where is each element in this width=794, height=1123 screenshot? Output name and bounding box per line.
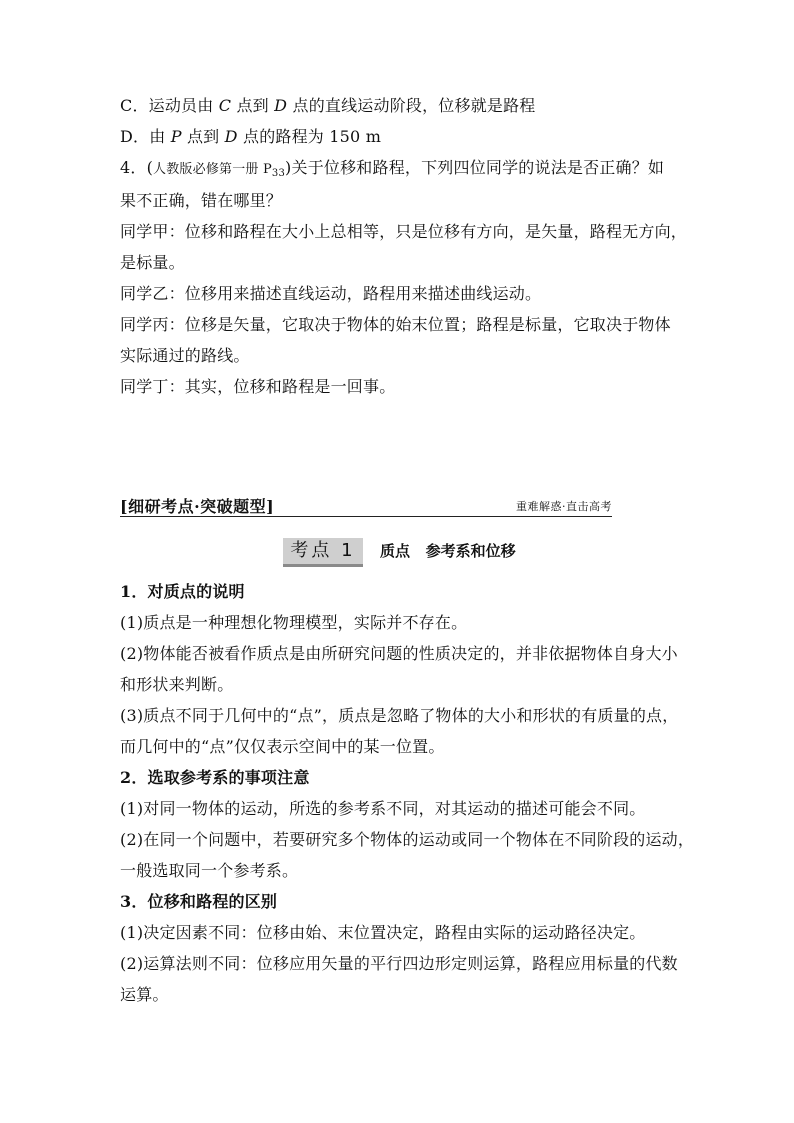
kaodian-badge: 考点 1	[283, 538, 363, 567]
heading-1: 1．对质点的说明	[120, 582, 245, 601]
para-1-2: (2)物体能否被看作质点是由所研究问题的性质决定的，并非依据物体自身大小	[120, 644, 678, 663]
para-3-2: (2)运算法则不同：位移应用矢量的平行四边形定则运算，路程应用标量的代数	[120, 954, 678, 973]
option-c: C．运动员由 C 点到 D 点的直线运动阶段，位移就是路程	[120, 96, 536, 115]
content-block	[120, 576, 695, 1010]
section-subtitle: 重难解惑·直击高考	[516, 500, 612, 513]
student-jia-cont: 是标量。	[120, 253, 185, 272]
option-d: D．由 P 点到 D 点的路程为 150 m	[120, 127, 382, 146]
heading-3: 3．位移和路程的区别	[120, 892, 278, 911]
para-1-3-cont: 而几何中的“点”仅仅表示空间中的某一位置。	[120, 737, 445, 756]
para-1-3: (3)质点不同于几何中的“点”，质点是忽略了物体的大小和形状的有质量的点，	[120, 706, 679, 725]
student-bing-cont: 实际通过的路线。	[120, 346, 250, 365]
section-title: [细研考点·突破题型]	[120, 497, 275, 516]
student-yi: 同学乙：位移用来描述直线运动，路程用来描述曲线运动。	[120, 284, 542, 303]
para-3-1: (1)决定因素不同：位移由始、末位置决定，路程由实际的运动路径决定。	[120, 923, 646, 942]
student-bing: 同学丙：位移是矢量，它取决于物体的始末位置；路程是标量，它取决于物体	[120, 315, 671, 334]
question-4-cont: 果不正确，错在哪里？	[120, 191, 283, 210]
para-2-2: (2)在同一个问题中，若要研究多个物体的运动或同一个物体在不同阶段的运动，	[120, 830, 695, 849]
student-jia: 同学甲：位移和路程在大小上总相等，只是位移有方向，是矢量，路程无方向，	[120, 222, 688, 241]
heading-2: 2．选取参考系的事项注意	[120, 768, 310, 787]
para-1-2-cont: 和形状来判断。	[120, 675, 234, 694]
student-ding: 同学丁：其实，位移和路程是一回事。	[120, 377, 396, 396]
para-1-1: (1)质点是一种理想化物理模型，实际并不存在。	[120, 613, 468, 632]
question-4: 4．(人教版必修第一册 $P_{33}$)关于位移和路程，下列四位同学的说法是否正确？如	[120, 158, 665, 179]
question-block	[120, 90, 688, 402]
para-3-2-cont: 运算。	[120, 985, 169, 1004]
section-header	[120, 494, 612, 517]
para-2-1: (1)对同一物体的运动，所选的参考系不同，对其运动的描述可能会不同。	[120, 799, 646, 818]
kaodian-title: 质点 参考系和位移	[380, 542, 516, 560]
para-2-2-cont: 一般选取同一个参考系。	[120, 861, 299, 880]
